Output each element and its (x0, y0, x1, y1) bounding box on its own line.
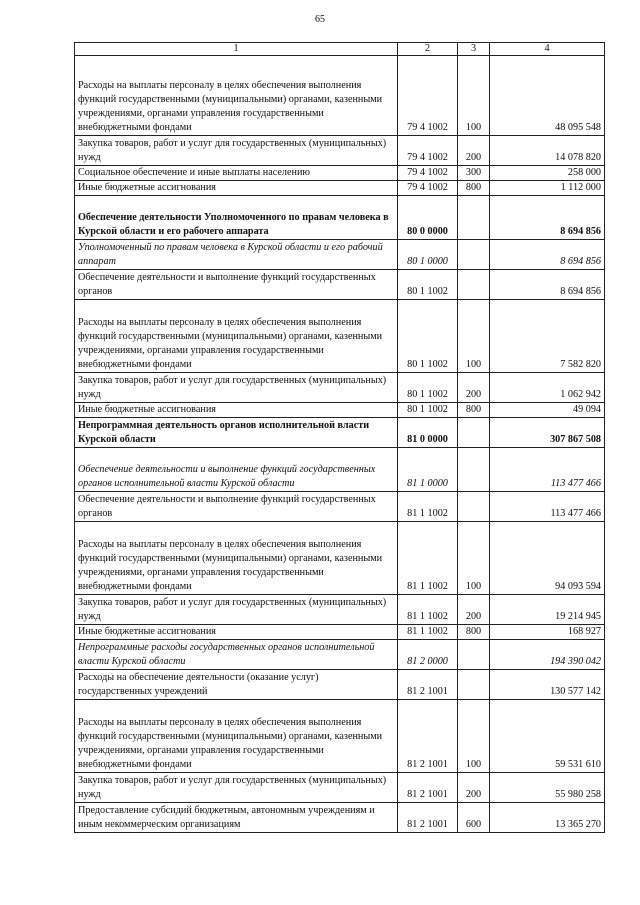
table-row (75, 448, 605, 492)
table-row (75, 773, 605, 803)
table-row (75, 403, 605, 418)
table-row (75, 595, 605, 625)
table-row (75, 270, 605, 300)
table-row (75, 136, 605, 166)
row-name: Предоставление субсидий бюджетным, автономным учреждениям и иным некоммерческим организациям (75, 803, 398, 833)
row-type: 800 (458, 403, 490, 418)
column-header-3: 3 (458, 43, 490, 56)
row-amount: 168 927 (490, 625, 605, 640)
row-name: Иные бюджетные ассигнования (75, 403, 398, 418)
row-amount: 13 365 270 (490, 803, 605, 833)
row-code: 80 0 0000 (398, 196, 458, 240)
row-amount: 8 694 856 (490, 240, 605, 270)
row-type (458, 640, 490, 670)
row-type: 100 (458, 300, 490, 373)
row-name: Обеспечение деятельности и выполнение функций государственных органов (75, 270, 398, 300)
row-amount: 130 577 142 (490, 670, 605, 700)
row-name: Расходы на выплаты персоналу в целях обеспечения выполнения функций государственными (муниципальными) органами, казенными учреждениями, органами управления государственными внебюджетными фондами (75, 300, 398, 373)
row-amount: 49 094 (490, 403, 605, 418)
row-name: Социальное обеспечение и иные выплаты населению (75, 166, 398, 181)
row-amount: 113 477 466 (490, 448, 605, 492)
row-amount: 14 078 820 (490, 136, 605, 166)
row-name: Расходы на выплаты персоналу в целях обеспечения выполнения функций государственными (муниципальными) органами, казенными учреждениями, органами управления государственными внебюджетными фондами (75, 522, 398, 595)
row-amount: 194 390 042 (490, 640, 605, 670)
row-type: 200 (458, 373, 490, 403)
row-code: 79 4 1002 (398, 56, 458, 136)
row-amount: 113 477 466 (490, 492, 605, 522)
table-row (75, 522, 605, 595)
row-amount: 48 095 548 (490, 56, 605, 136)
column-header-2: 2 (398, 43, 458, 56)
row-code: 81 1 1002 (398, 492, 458, 522)
row-name: Закупка товаров, работ и услуг для государственных (муниципальных) нужд (75, 595, 398, 625)
row-code: 80 1 1002 (398, 373, 458, 403)
table-row (75, 373, 605, 403)
page-number: 65 (315, 14, 325, 25)
header-row (75, 43, 605, 56)
row-type (458, 196, 490, 240)
table-row (75, 640, 605, 670)
row-amount: 1 062 942 (490, 373, 605, 403)
table-row (75, 700, 605, 773)
row-code: 81 1 0000 (398, 448, 458, 492)
row-name: Уполномоченный по правам человека в Курской области и его рабочий аппарат (75, 240, 398, 270)
table-row (75, 196, 605, 240)
row-name: Непрограммная деятельность органов исполнительной власти Курской области (75, 418, 398, 448)
row-amount: 8 694 856 (490, 270, 605, 300)
table-row (75, 181, 605, 196)
row-type (458, 418, 490, 448)
row-name: Закупка товаров, работ и услуг для государственных (муниципальных) нужд (75, 136, 398, 166)
column-header-4: 4 (490, 43, 605, 56)
row-code: 81 0 0000 (398, 418, 458, 448)
row-code: 79 4 1002 (398, 181, 458, 196)
row-name: Обеспечение деятельности и выполнение функций государственных органов (75, 492, 398, 522)
row-name: Непрограммные расходы государственных органов исполнительной власти Курской области (75, 640, 398, 670)
row-code: 81 2 1001 (398, 700, 458, 773)
table-row (75, 56, 605, 136)
row-code: 81 1 1002 (398, 522, 458, 595)
row-amount: 8 694 856 (490, 196, 605, 240)
row-name: Расходы на выплаты персоналу в целях обеспечения выполнения функций государственными (муниципальными) органами, казенными учреждениями, органами управления государственными внебюджетными фондами (75, 700, 398, 773)
row-type: 100 (458, 522, 490, 595)
table-row (75, 803, 605, 833)
row-code: 81 2 1001 (398, 773, 458, 803)
row-type: 300 (458, 166, 490, 181)
row-name: Расходы на выплаты персоналу в целях обеспечения выполнения функций государственными (муниципальными) органами, казенными учреждениями, органами управления государственными внебюджетными фондами (75, 56, 398, 136)
table-row (75, 670, 605, 700)
row-type: 200 (458, 136, 490, 166)
row-name: Закупка товаров, работ и услуг для государственных (муниципальных) нужд (75, 373, 398, 403)
row-amount: 55 980 258 (490, 773, 605, 803)
row-name: Закупка товаров, работ и услуг для государственных (муниципальных) нужд (75, 773, 398, 803)
row-amount: 19 214 945 (490, 595, 605, 625)
row-type (458, 492, 490, 522)
row-type: 200 (458, 595, 490, 625)
row-type: 600 (458, 803, 490, 833)
row-name: Обеспечение деятельности Уполномоченного по правам человека в Курской области и его рабочего аппарата (75, 196, 398, 240)
table-row (75, 625, 605, 640)
column-header-1: 1 (75, 43, 398, 56)
row-amount: 59 531 610 (490, 700, 605, 773)
row-code: 79 4 1002 (398, 166, 458, 181)
row-type: 800 (458, 181, 490, 196)
row-type: 800 (458, 625, 490, 640)
row-name: Расходы на обеспечение деятельности (оказание услуг) государственных учреждений (75, 670, 398, 700)
row-code: 81 1 1002 (398, 595, 458, 625)
table-row (75, 240, 605, 270)
budget-table (74, 42, 605, 833)
row-amount: 94 093 594 (490, 522, 605, 595)
row-code: 80 1 1002 (398, 403, 458, 418)
table-row (75, 492, 605, 522)
row-type (458, 448, 490, 492)
row-amount: 1 112 000 (490, 181, 605, 196)
row-code: 79 4 1002 (398, 136, 458, 166)
row-name: Иные бюджетные ассигнования (75, 625, 398, 640)
row-type (458, 670, 490, 700)
row-code: 81 2 0000 (398, 640, 458, 670)
row-amount: 258 000 (490, 166, 605, 181)
row-type (458, 240, 490, 270)
table-row (75, 418, 605, 448)
row-type (458, 270, 490, 300)
table-row (75, 300, 605, 373)
row-amount: 7 582 820 (490, 300, 605, 373)
row-name: Обеспечение деятельности и выполнение функций государственных органов исполнительной власти Курской области (75, 448, 398, 492)
row-type: 100 (458, 700, 490, 773)
row-code: 80 1 1002 (398, 300, 458, 373)
row-code: 81 2 1001 (398, 670, 458, 700)
row-code: 81 1 1002 (398, 625, 458, 640)
table-row (75, 166, 605, 181)
row-code: 81 2 1001 (398, 803, 458, 833)
row-code: 80 1 0000 (398, 240, 458, 270)
row-code: 80 1 1002 (398, 270, 458, 300)
row-type: 100 (458, 56, 490, 136)
row-type: 200 (458, 773, 490, 803)
row-amount: 307 867 508 (490, 418, 605, 448)
row-name: Иные бюджетные ассигнования (75, 181, 398, 196)
